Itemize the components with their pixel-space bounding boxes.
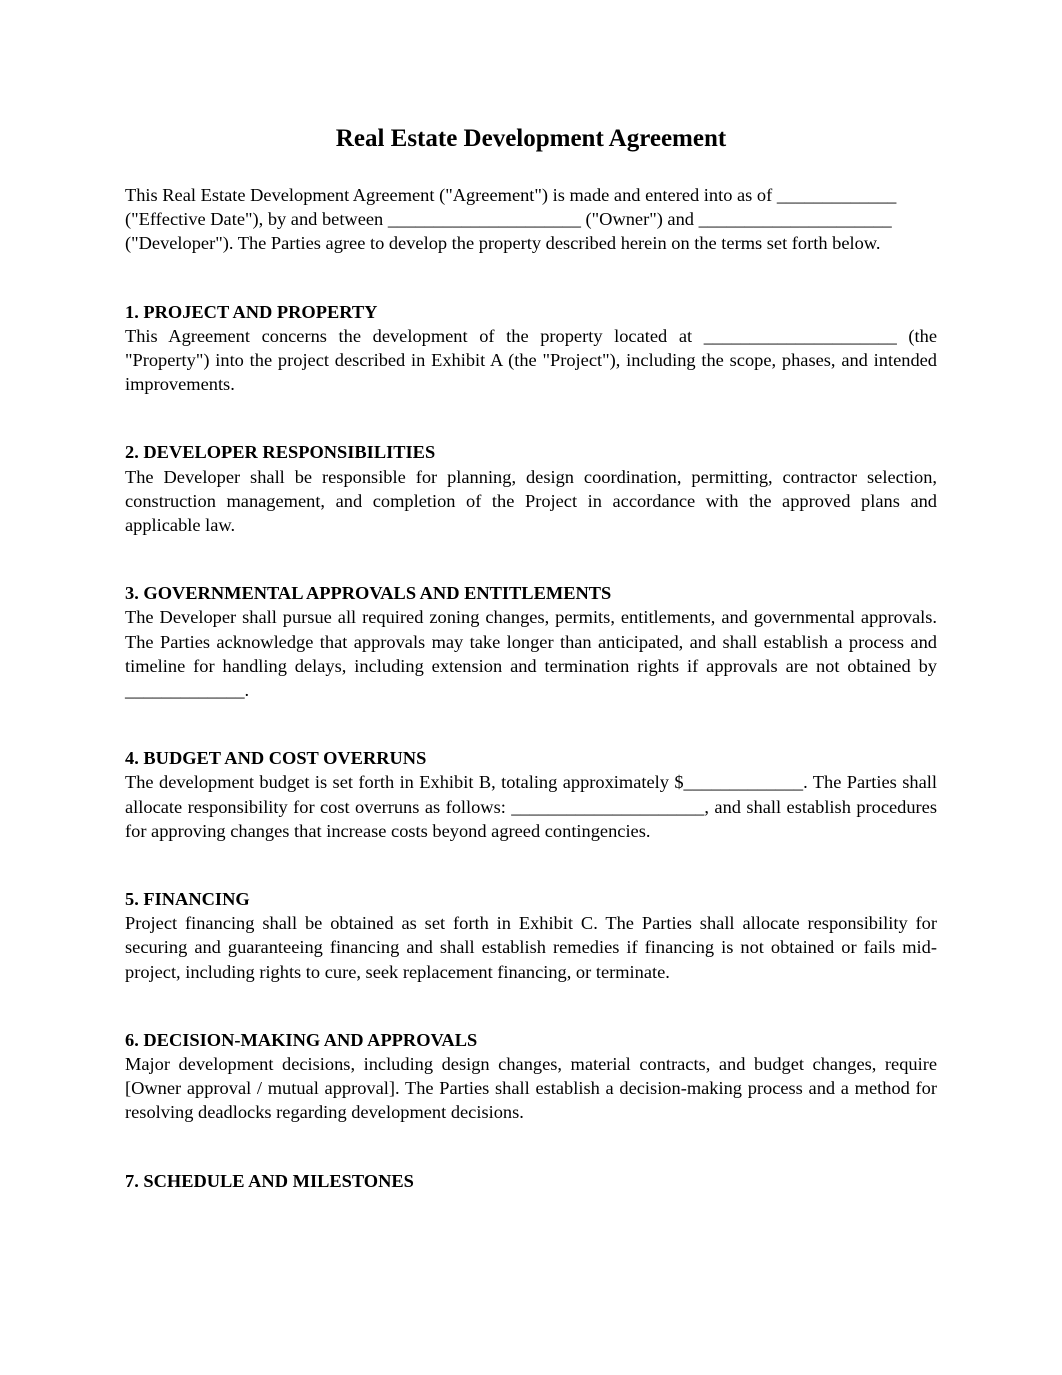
intro-paragraph: This Real Estate Development Agreement ("Agreement") is made and entered into as of _____________ ("Effective Date"), by and between _____________________ ("Owner") and _____________________ ("Developer"). The Parties agree to develop the property described herein on the terms set forth below. [125, 185, 897, 254]
section-body: Project financing shall be obtained as set forth in Exhibit C. The Parties shall allocate responsibility for securing and guaranteeing financing and shall establish remedies if financing is not obtained or fails mid-project, including rights to cure, seek replacement financing, or terminate. [125, 913, 937, 982]
section-heading: 7. SCHEDULE AND MILESTONES [125, 1170, 414, 1191]
section-financing [125, 887, 937, 984]
section-heading: 1. PROJECT AND PROPERTY [125, 301, 378, 322]
section-developer-responsibilities [125, 440, 937, 537]
section-heading: 5. FINANCING [125, 889, 250, 910]
section-body: The development budget is set forth in Exhibit B, totaling approximately $_____________. The Parties shall allocate responsibility for cost overruns as follows: _____________________, and shall establish procedures for approving changes that increase costs beyond agreed contingencies. [125, 772, 937, 841]
section-heading: 3. GOVERNMENTAL APPROVALS AND ENTITLEMENTS [125, 583, 612, 604]
section-project-and-property [125, 300, 937, 397]
section-heading: 6. DECISION-MAKING AND APPROVALS [125, 1029, 478, 1050]
section-budget-and-cost-overruns [125, 746, 937, 843]
document-title: Real Estate Development Agreement [335, 125, 727, 152]
section-body: This Agreement concerns the development of the property located at _____________________ (the "Property") into the project described in Exhibit A (the "Project"), including the scope, phases, and intended improvements. [125, 325, 937, 395]
section-schedule-and-milestones [125, 1169, 937, 1193]
section-governmental-approvals [125, 581, 937, 702]
section-body: The Developer shall pursue all required zoning changes, permits, entitlements, and governmental approvals. The Parties acknowledge that approvals may take longer than anticipated, and shall establish a process and timeline for handling delays, including extension and termination rights if approvals are not obtained by _____________. [125, 607, 937, 701]
section-decision-making [125, 1028, 937, 1125]
section-heading: 4. BUDGET AND COST OVERRUNS [125, 748, 427, 769]
section-body: The Developer shall be responsible for planning, design coordination, permitting, contractor selection, construction management, and completion of the Project in accordance with the approved plans and applicable law. [125, 466, 937, 536]
section-heading: 2. DEVELOPER RESPONSIBILITIES [125, 442, 436, 463]
section-body: Major development decisions, including design changes, material contracts, and budget changes, require [Owner approval / mutual approval]. The Parties shall establish a decision-making process and a method for resolving deadlocks regarding development decisions. [125, 1054, 937, 1123]
